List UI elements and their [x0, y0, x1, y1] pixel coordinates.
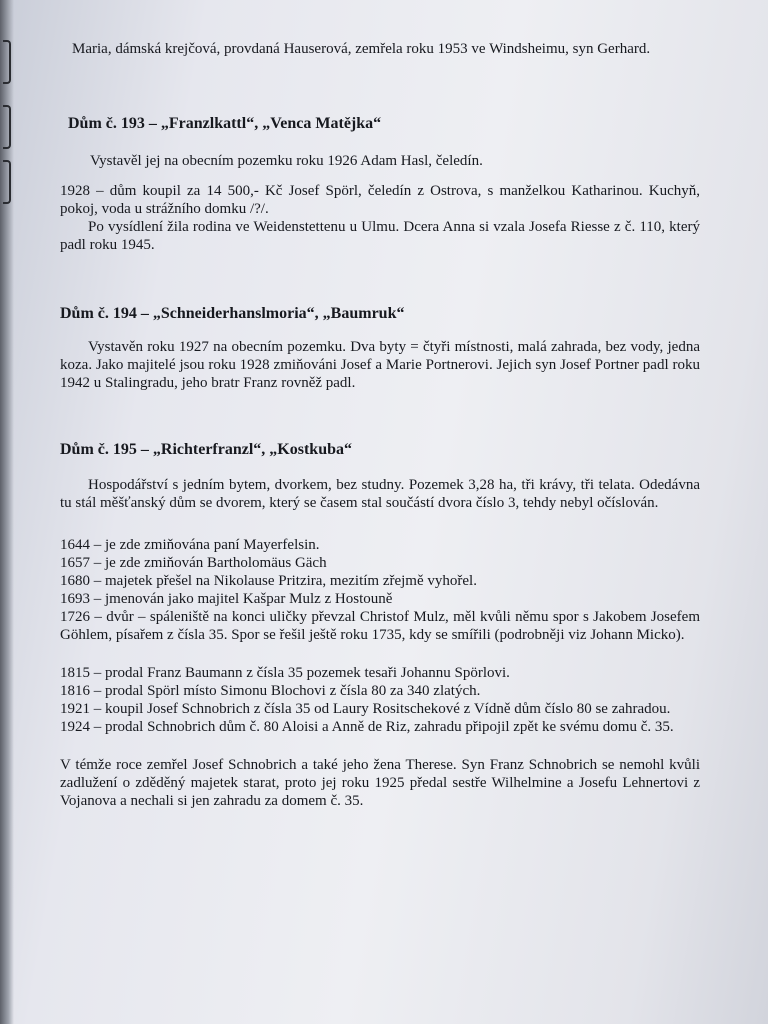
- chronology-entry-1726: 1726 – dvůr – spáleniště na konci uličky převzal Christof Mulz, měl kvůli němu spor s Jakobem Josefem Göhlem, písařem z čísla 35. Spor se řešil ještě roku 1735, kdy se smířili (podrobněji viz Johann Micko).: [60, 609, 700, 643]
- chronology-entry-1921: 1921 – koupil Josef Schnobrich z čísla 35 od Laury Rositschekové z Vídně dům číslo 80 se zahradou.: [60, 701, 671, 717]
- section-193-paragraph-3: Po vysídlení žila rodina ve Weidenstettenu u Ulmu. Dcera Anna si vzala Josefa Riesse z č. 110, který padl roku 1945.: [60, 219, 700, 253]
- chronology-entry: 1815 – prodal Franz Baumann z čísla 35 pozemek tesaři Johannu Spörlovi.: [60, 665, 510, 681]
- binder-edge: [0, 0, 14, 1024]
- document-page: [60, 40, 700, 810]
- binder-ring: [3, 160, 11, 204]
- chronology-entry: 1693 – jmenován jako majitel Kašpar Mulz z Hostouně: [60, 591, 393, 607]
- chronology-entry: 1657 – je zde zmiňován Bartholomäus Gäch: [60, 555, 327, 571]
- chronology-entry: 1680 – majetek přešel na Nikolause Pritzira, mezitím zřejmě vyhořel.: [60, 573, 477, 589]
- closing-paragraph: V témže roce zemřel Josef Schnobrich a také jeho žena Therese. Syn Franz Schnobrich se nemohl kvůli zadlužení o zděděný majetek starat, proto jej roku 1925 předal sestře Wilhelmine a Josefu Lehnertovi z Vojanova a nechali si jen zahradu za domem č. 35.: [60, 757, 700, 809]
- chronology-entry-1924: 1924 – prodal Schnobrich dům č. 80 Aloisi a Anně de Riz, zahradu připojil zpět ke svému domu č. 35.: [60, 719, 674, 735]
- binder-ring: [3, 40, 11, 84]
- section-heading-194: Dům č. 194 – „Schneiderhanslmoria“, „Baumruk“: [60, 305, 405, 322]
- intro-paragraph: Maria, dámská krejčová, provdaná Hauserová, zemřela roku 1953 ve Windsheimu, syn Gerhard.: [72, 41, 651, 57]
- section-193-paragraph-1: Vystavěl jej na obecním pozemku roku 1926 Adam Hasl, čeledín.: [90, 153, 483, 169]
- section-heading-193: Dům č. 193 – „Franzlkattl“, „Venca Matějka“: [68, 115, 382, 132]
- section-195-paragraph-1: Hospodářství s jedním bytem, dvorkem, bez studny. Pozemek 3,28 ha, tři krávy, tři telata. Odedávna tu stál měšťanský dům se dvorem, který se časem stal součástí dvora číslo 3, tehdy nebyl očíslován.: [60, 477, 700, 511]
- chronology-entry: 1816 – prodal Spörl místo Simonu Blochovi z čísla 80 za 340 zlatých.: [60, 683, 481, 699]
- binder-ring: [3, 105, 11, 149]
- chronology-entry: 1644 – je zde zmiňována paní Mayerfelsin.: [60, 537, 320, 553]
- section-194-paragraph-1: Vystavěn roku 1927 na obecním pozemku. Dva byty = čtyři místnosti, malá zahrada, bez vody, jedna koza. Jako majitelé jsou roku 1928 zmiňováni Josef a Marie Portnerovi. Jejich syn Josef Portner padl roku 1942 u Stalingradu, jeho bratr Franz rovněž padl.: [60, 339, 700, 391]
- section-heading-195: Dům č. 195 – „Richterfranzl“, „Kostkuba“: [60, 441, 352, 458]
- section-193-paragraph-2: 1928 – dům koupil za 14 500,- Kč Josef Spörl, čeledín z Ostrova, s manželkou Katharinou. Kuchyň, pokoj, voda u strážního domku /?/.: [60, 183, 700, 217]
